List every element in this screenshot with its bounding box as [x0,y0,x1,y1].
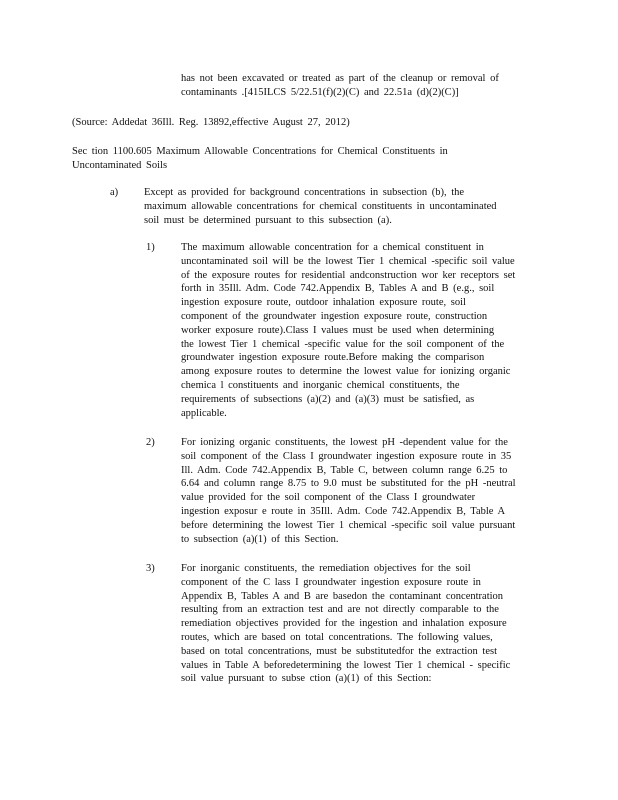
paragraph-line: 6.64 and column range 8.75 to 9.0 must be substituted for the pH -neutral [181,478,516,490]
paragraph-line: The maximum allowable concentration for a chemical constituent in [181,242,484,253]
paragraph-line: groundwater ingestion exposure route.Before making the comparison [181,352,485,364]
section-heading-line: Uncontaminated Soils [72,159,168,171]
paragraph-line: component of the C lass I groundwater ingestion exposure route in [181,576,481,588]
paragraph-line: value provided for the soil component of the Class I groundwater [181,492,476,504]
item-1-text [181,241,524,420]
paragraph-line: ingestion exposur e route in 35Ill. Adm. Code 742.Appendix B, Table A [181,505,506,517]
item-marker: 2) [146,437,155,448]
paragraph-line: applicable. [181,407,227,419]
paragraph-line: remediation objectives provided for the ingestion and inhalation exposure [181,618,507,630]
section-heading [72,145,522,173]
continuation-line: contaminants .[415ILCS 5/22.51(f)(2)(C) and 22.51a (d)(2)(C)] [181,86,459,98]
paragraph-line: before determining the lowest Tier 1 chemical -specific soil value pursuant [181,519,516,531]
subsection-marker: a) [110,187,119,198]
paragraph-line: requirements of subsections (a)(2) and (a)(3) must be satisfied, as [181,393,475,405]
paragraph-line: maximum allowable concentrations for chemical constituents in uncontaminated [144,200,497,212]
paragraph-line: values in Table A beforedetermining the lowest Tier 1 chemical - specific [181,659,511,671]
continuation-line: has not been excavated or treated as part of the cleanup or removal of [181,73,499,84]
item-2-text [181,436,524,546]
paragraph-line: soil value pursuant to subse ction (a)(1) of this Section: [181,673,432,685]
paragraph-line: routes, which are based on total concentrations. The following values, [181,631,493,643]
paragraph-line: resulting from an extraction test and are not directly comparable to the [181,604,499,616]
subsection-a-text [144,186,524,227]
section-heading-line: Sec tion 1100.605 Maximum Allowable Concentrations for Chemical Constituents in [72,146,448,157]
paragraph-line: uncontaminated soil will be the lowest Tier 1 chemical -specific soil value [181,255,515,267]
paragraph-line: worker exposure route).Class I values must be used when determining [181,324,495,336]
paragraph-line: Except as provided for background concentrations in subsection (b), the [144,187,465,198]
paragraph-line: Ill. Adm. Code 742.Appendix B, Table C, between column range 6.25 to [181,464,508,476]
paragraph-line: ingestion exposure route, outdoor inhalation exposure route, soil [181,297,466,309]
paragraph-line: based on total concentrations, must be substitutedfor the extraction test [181,645,498,657]
paragraph-line: among exposure routes to determine the lowest value for ionizing organic [181,366,511,378]
paragraph-line: to subsection (a)(1) of this Section. [181,533,339,545]
paragraph-line: For ionizing organic constituents, the lowest pH -dependent value for the [181,437,508,448]
item-3-text [181,562,524,686]
paragraph-line: component of the groundwater ingestion exposure route, construction [181,310,488,322]
paragraph-line: of the exposure routes for residential andconstruction wor ker receptors set [181,269,516,281]
paragraph-line: forth in 35Ill. Adm. Code 742.Appendix B, Tables A and B (e.g., soil [181,283,495,295]
paragraph-line: Appendix B, Tables A and B are basedon the contaminant concentration [181,590,504,602]
paragraph-line: For inorganic constituents, the remediation objectives for the soil [181,563,471,574]
source-note: (Source: Addedat 36Ill. Reg. 13892,effective August 27, 2012) [72,117,350,128]
item-marker: 3) [146,563,155,574]
paragraph-line: soil component of the Class I groundwater ingestion exposure route in 35 [181,450,512,462]
continuation-text [181,72,521,100]
item-marker: 1) [146,242,155,253]
paragraph-line: soil must be determined pursuant to this subsection (a). [144,214,392,226]
paragraph-line: the lowest Tier 1 chemical -specific value for the soil component of the [181,338,505,350]
paragraph-line: chemica l constituents and inorganic chemical constituents, the [181,379,460,391]
